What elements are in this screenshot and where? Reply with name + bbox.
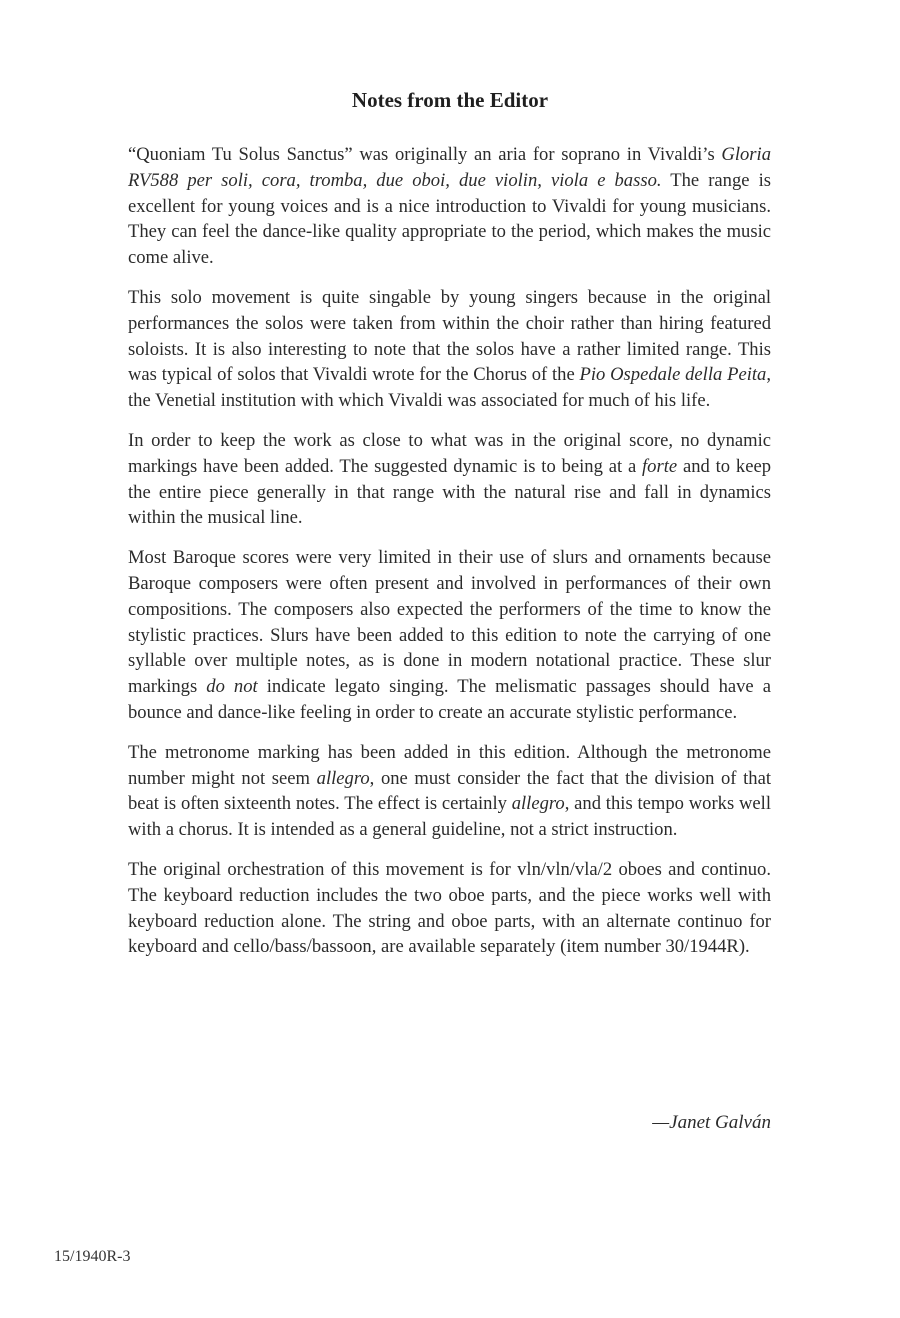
text-run: , one must consider the fact that the division of that beat is often sixteenth notes. The effect is certainly: [128, 767, 771, 815]
text-run: , and this tempo works well with a chorus. It is intended as a general guideline, not a strict instruction.: [128, 793, 771, 841]
italic-text-run: forte: [642, 455, 678, 477]
paragraph-6: [128, 857, 771, 960]
italic-text-run: do not: [206, 676, 258, 698]
italic-text-run: Gloria RV588 per soli, cora, tromba, due oboi, due violin, viola e basso.: [128, 144, 771, 191]
text-run: The original orchestration of this movement is for vln/vln/vla/2 oboes and continuo. The keyboard reduction includes the two oboe parts, and the piece works well with keyboard reduction alone. The string and oboe parts, with an alternate continuo for keyboard and cello/bass/bassoon, are available separately (item number 30/1944R).: [128, 858, 771, 958]
paragraph-2: [128, 285, 771, 414]
text-run: indicate legato singing. The melismatic passages should have a bounce and dance-like feeling in order to create an accurate stylistic performance.: [128, 676, 771, 723]
text-run: , the Venetial institution with which Vivaldi was associated for much of his life.: [128, 364, 771, 412]
italic-text-run: allegro: [511, 793, 565, 815]
italic-text-run: allegro: [316, 767, 370, 789]
paragraph-3: [128, 428, 771, 531]
text-run: and to keep the entire piece generally in that range with the natural rise and fall in dynamics within the musical line.: [128, 455, 771, 529]
text-run: The metronome marking has been added in this edition. Although the metronome number might not seem: [128, 741, 771, 789]
text-run: In order to keep the work as close to what was in the original score, no dynamic markings have been added. The suggested dynamic is to being at a: [128, 429, 771, 477]
page-title: Notes from the Editor: [351, 88, 549, 112]
text-run: The range is excellent for young voices and is a nice introduction to Vivaldi for young musicians. They can feel the dance-like quality appropriate to the period, which makes the music come alive.: [128, 169, 771, 269]
editor-signature: —Janet Galván: [652, 1112, 771, 1133]
text-run: This solo movement is quite singable by young singers because in the original performances the solos were taken from within the choir rather than hiring featured soloists. It is also interesting to note that the solos have a rather limited range. This was typical of solos that Vivaldi wrote for the Chorus of the: [128, 286, 771, 386]
paragraph-1: [128, 142, 771, 271]
text-run: “Quoniam Tu Solus Sanctus” was originally an aria for soprano in Vivaldi’s: [128, 144, 722, 165]
editor-notes-body: [128, 142, 771, 974]
paragraph-5: [128, 740, 771, 843]
page-footer-code: 15/1940R-3: [54, 1248, 131, 1265]
text-run: Most Baroque scores were very limited in their use of slurs and ornaments because Baroque composers were often present and involved in performances of their own compositions. The composers also expected the performers of the time to know the stylistic practices. Slurs have been added to this edition to note the carrying of one syllable over multiple notes, as is done in modern notational practice. These slur markings: [128, 547, 771, 698]
paragraph-4: [128, 545, 771, 726]
italic-text-run: Pio Ospedale della Peita: [579, 364, 767, 386]
